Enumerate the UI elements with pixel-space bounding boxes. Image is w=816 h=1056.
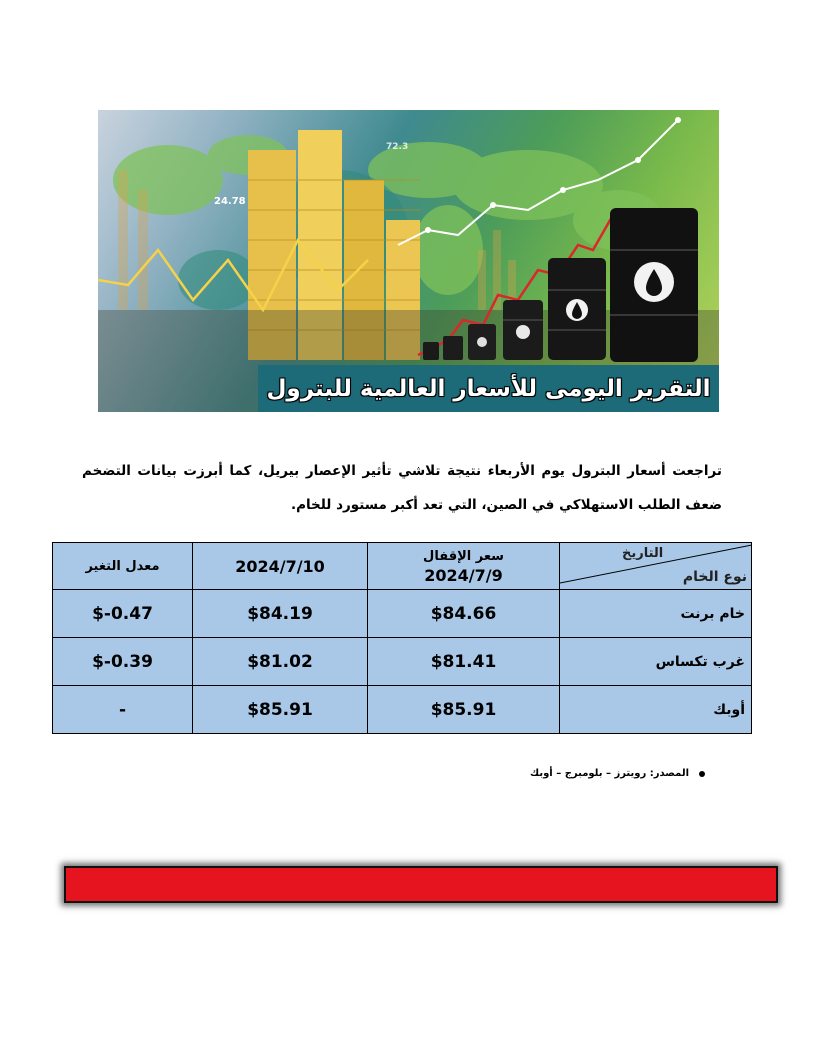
header-date-label: التاريخ [622, 546, 664, 561]
banner-title: التقرير اليومى للأسعار العالمية للبترول [266, 375, 711, 402]
header-close-date: 2024/7/9 [424, 566, 503, 585]
source-text: المصدر: رويترز – بلومبرج – أوبك [530, 768, 689, 779]
header-close-cell [368, 543, 560, 590]
close-price: $81.41 [368, 638, 560, 686]
intro-paragraph: تراجعت أسعار البترول يوم الأربعاء نتيجة تلاشي تأثير الإعصار بيريل، كما أبرزت بيانات التضخم ضعف الطلب الاستهلاكي في الصين، التي تعد أكبر مستورد للخام. [82, 462, 722, 513]
table-row-opec [53, 686, 752, 734]
crude-name: خام برنت [560, 590, 752, 638]
current-price: $84.19 [193, 590, 368, 638]
banner-title-box [258, 365, 719, 412]
crude-name: غرب تكساس [560, 638, 752, 686]
table-header-row [53, 543, 752, 590]
crude-name: أوبك [560, 686, 752, 734]
table-row-wti [53, 638, 752, 686]
banner-tick-label: 24.78 [214, 196, 246, 207]
price-change: $-0.47 [53, 590, 193, 638]
header-change: معدل التغير [53, 543, 193, 590]
header-close-label: سعر الإقفال [423, 549, 504, 564]
price-change: - [53, 686, 193, 734]
header-date: 2024/7/10 [193, 543, 368, 590]
current-price: $85.91 [193, 686, 368, 734]
header-crude-type-label: نوع الخام [682, 569, 747, 585]
table-row-brent [53, 590, 752, 638]
price-change: $-0.39 [53, 638, 193, 686]
current-price: $81.02 [193, 638, 368, 686]
header-banner-image [98, 110, 719, 412]
header-corner-cell [560, 543, 752, 590]
close-price: $84.66 [368, 590, 560, 638]
oil-price-table [52, 542, 752, 734]
close-price: $85.91 [368, 686, 560, 734]
source-note [480, 768, 705, 779]
footer-red-bar [64, 866, 778, 903]
bullet-icon [699, 771, 705, 777]
banner-tick-label-2: 72.3 [386, 142, 409, 152]
